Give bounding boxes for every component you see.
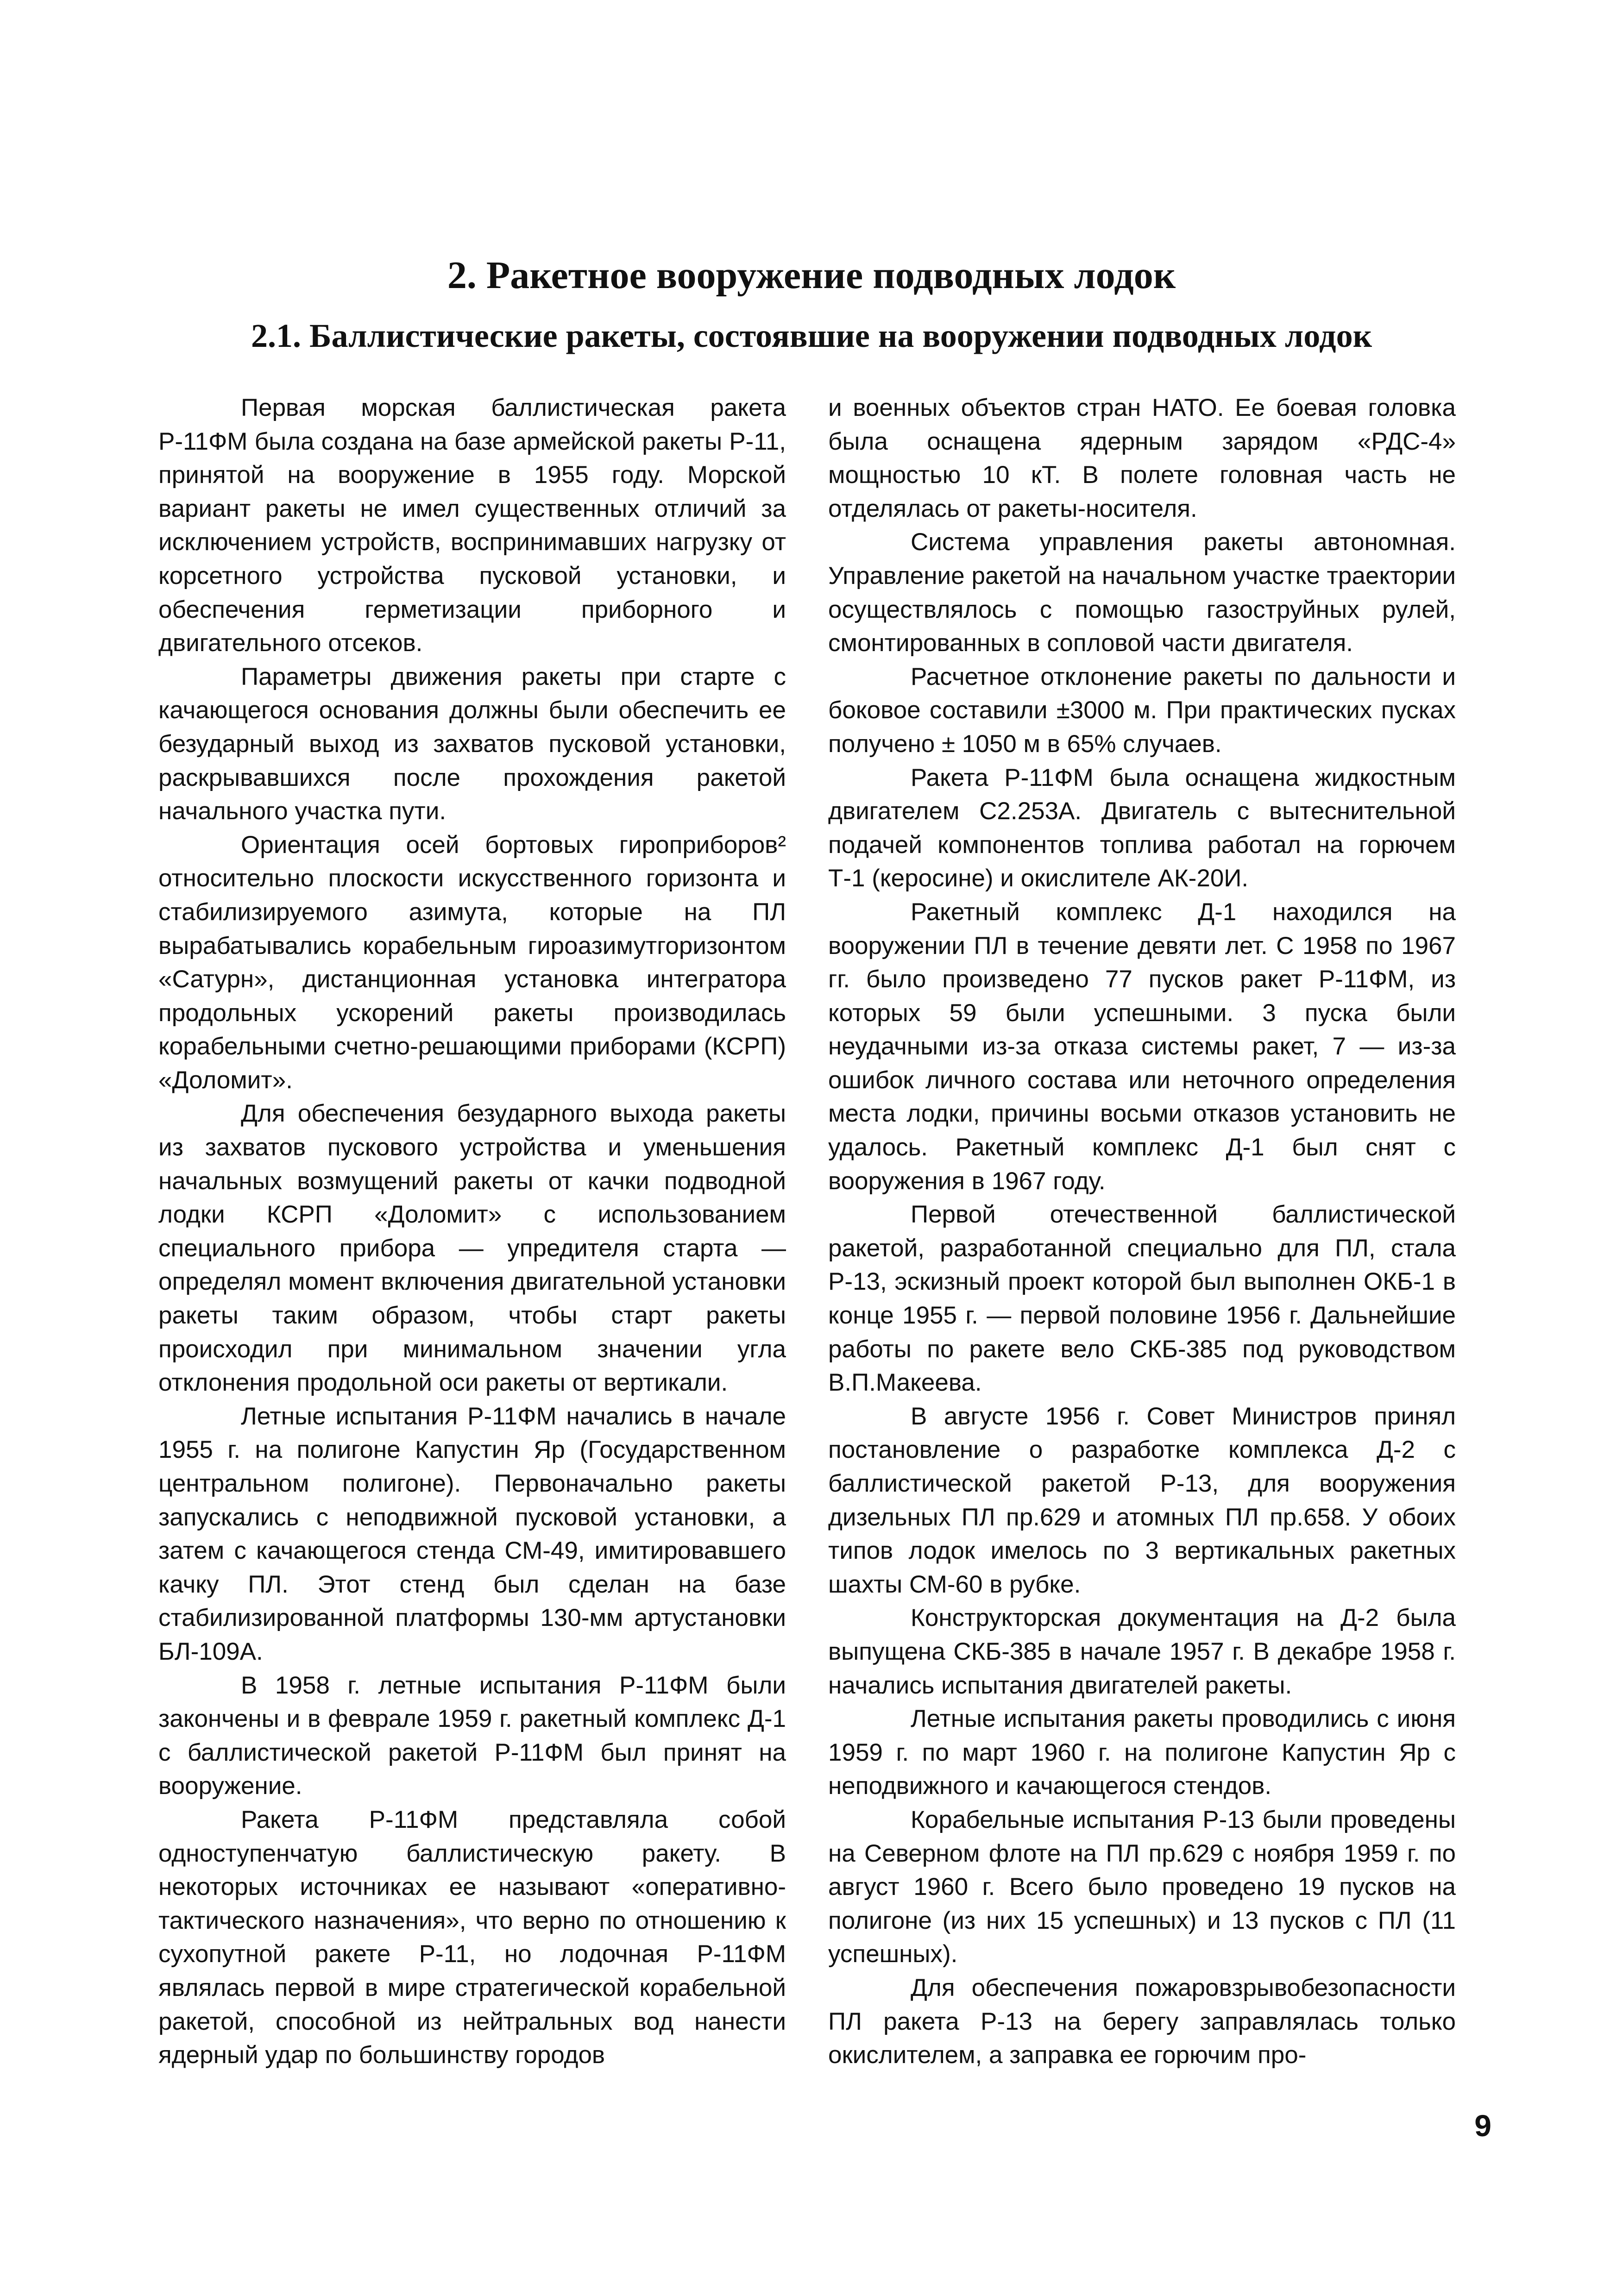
paragraph: Конструкторская документация на Д-2 была выпущена СКБ-385 в начале 1957 г. В декабре 1958 г. начались испытания двигателей ракеты. xyxy=(828,1604,1456,1699)
paragraph: Первой отечественной баллистической ракетой, разработанной специально для ПЛ, стала Р-13, эскизный проект которой был выполнен ОКБ-1 в конце 1955 г. — первой половине 1956 г. Дальнейшие работы по ракете вело СКБ-385 под руководством В.П.Макеева. xyxy=(828,1201,1456,1397)
page-number: 9 xyxy=(1474,2108,1491,2143)
paragraph: Ракетный комплекс Д-1 находился на вооружении ПЛ в течение девяти лет. С 1958 по 1967 гг. было произведено 77 пусков ракет Р-11ФМ, из которых 59 были успешными. 3 пуска были неудачными из-за отказа системы ракет, 7 — из-за ошибок личного состава или неточного определения места лодки, причины восьми отказов установить не удалось. Ракетный комплекс Д-1 был снят с вооружения в 1967 году. xyxy=(828,898,1456,1195)
paragraph: Расчетное отклонение ракеты по дальности и боковое составили ±3000 м. При практических пусках получено ± 1050 м в 65% случаев. xyxy=(828,663,1456,758)
paragraph: Первая морская баллистическая ракета Р-11ФМ была создана на базе армейской ракеты Р-11, принятой на вооружение в 1955 году. Морской вариант ракеты не имел существенных отличий за исключением устройств, воспринимавших нагрузку от корсетного устройства пусковой установки, и обеспечения герметизации приборного и двигательного отсеков. xyxy=(158,394,786,657)
paragraph: В 1958 г. летные испытания Р-11ФМ были закончены и в феврале 1959 г. ракетный комплекс Д-1 с баллистической ракетой Р-11ФМ был принят на вооружение. xyxy=(158,1671,786,1800)
paragraph: Система управления ракеты автономная. Управление ракетой на начальном участке траектории осуществлялось с помощью газоструйных рулей, смонтированных в сопловой части двигателя. xyxy=(828,528,1456,657)
paragraph: Для обеспечения пожаровзрывобезопасности ПЛ ракета Р-13 на берегу заправлялась только окислителем, а заправка ее горючим про- xyxy=(828,1974,1456,2069)
paragraph: Летные испытания Р-11ФМ начались в начале 1955 г. на полигоне Капустин Яр (Государственном центральном полигоне). Первоначально ракеты запускались с неподвижной пусковой установки, а затем с качающегося стенда СМ-49, имитировавшего качку ПЛ. Этот стенд был сделан на базе стабилизированной платформы 130-мм артустановки БЛ-109А. xyxy=(158,1402,786,1665)
paragraph: Ракета Р-11ФМ была оснащена жидкостным двигателем С2.253А. Двигатель с вытеснительной подачей компонентов топлива работал на горючем Т-1 (керосине) и окислителе АК-20И. xyxy=(828,764,1456,892)
paragraph: Для обеспечения безударного выхода ракеты из захватов пускового устройства и уменьшения начальных возмущений ракеты от качки подводной лодки КСРП «Доломит» с использованием специального прибора — упредителя старта — определял момент включения двигательной установки ракеты таким образом, чтобы старт ракеты происходил при минимальном значении угла отклонения продольной оси ракеты от вертикали. xyxy=(158,1100,786,1397)
right-column xyxy=(828,391,1456,2072)
paragraph: Параметры движения ракеты при старте с качающегося основания должны были обеспечить ее безударный выход из захватов пусковой установки, раскрывавшихся после прохождения ракетой начального участка пути. xyxy=(158,663,786,825)
paragraph: Ракета Р-11ФМ представляла собой одноступенчатую баллистическую ракету. В некоторых источниках ее называют «оперативно-тактического назначения», что верно по отношению к сухопутной ракете Р-11, но лодочная Р-11ФМ являлась первой в мире стратегической корабельной ракетой, способной из нейтральных вод нанести ядерный удар по большинству городов xyxy=(158,1806,786,2069)
paragraph: Корабельные испытания Р-13 были проведены на Северном флоте на ПЛ пр.629 с ноября 1959 г. по август 1960 г. Всего было проведено 19 пусков на полигоне (из них 15 успешных) и 13 пусков с ПЛ (11 успешных). xyxy=(828,1806,1456,1968)
paragraph: Ориентация осей бортовых гироприборов² относительно плоскости искусственного горизонта и стабилизируемого азимута, которые на ПЛ вырабатывались корабельным гироазимутгоризонтом «Сатурн», дистанционная установка интегратора продольных ускорений ракеты производилась корабельными счетно-решающими приборами (КСРП) «Доломит». xyxy=(158,831,786,1094)
paragraph: Летные испытания ракеты проводились с июня 1959 г. по март 1960 г. на полигоне Капустин Яр с неподвижного и качающегося стендов. xyxy=(828,1705,1456,1800)
chapter-title: 2. Ракетное вооружение подводных лодок xyxy=(447,254,1176,297)
paragraph-continuation: и военных объектов стран НАТО. Ее боевая головка была оснащена ядерным зарядом «РДС-4» мощностью 10 кТ. В полете головная часть не отделялась от ракеты-носителя. xyxy=(828,394,1456,522)
paragraph: В августе 1956 г. Совет Министров принял постановление о разработке комплекса Д-2 с баллистической ракетой Р-13, для вооружения дизельных ПЛ пр.629 и атомных ПЛ пр.658. У обоих типов лодок имелось по 3 вертикальных ракетных шахты СМ-60 в рубке. xyxy=(828,1402,1456,1598)
section-title: 2.1. Баллистические ракеты, состоявшие на вооружении подводных лодок xyxy=(251,317,1372,354)
left-column xyxy=(158,391,786,2072)
